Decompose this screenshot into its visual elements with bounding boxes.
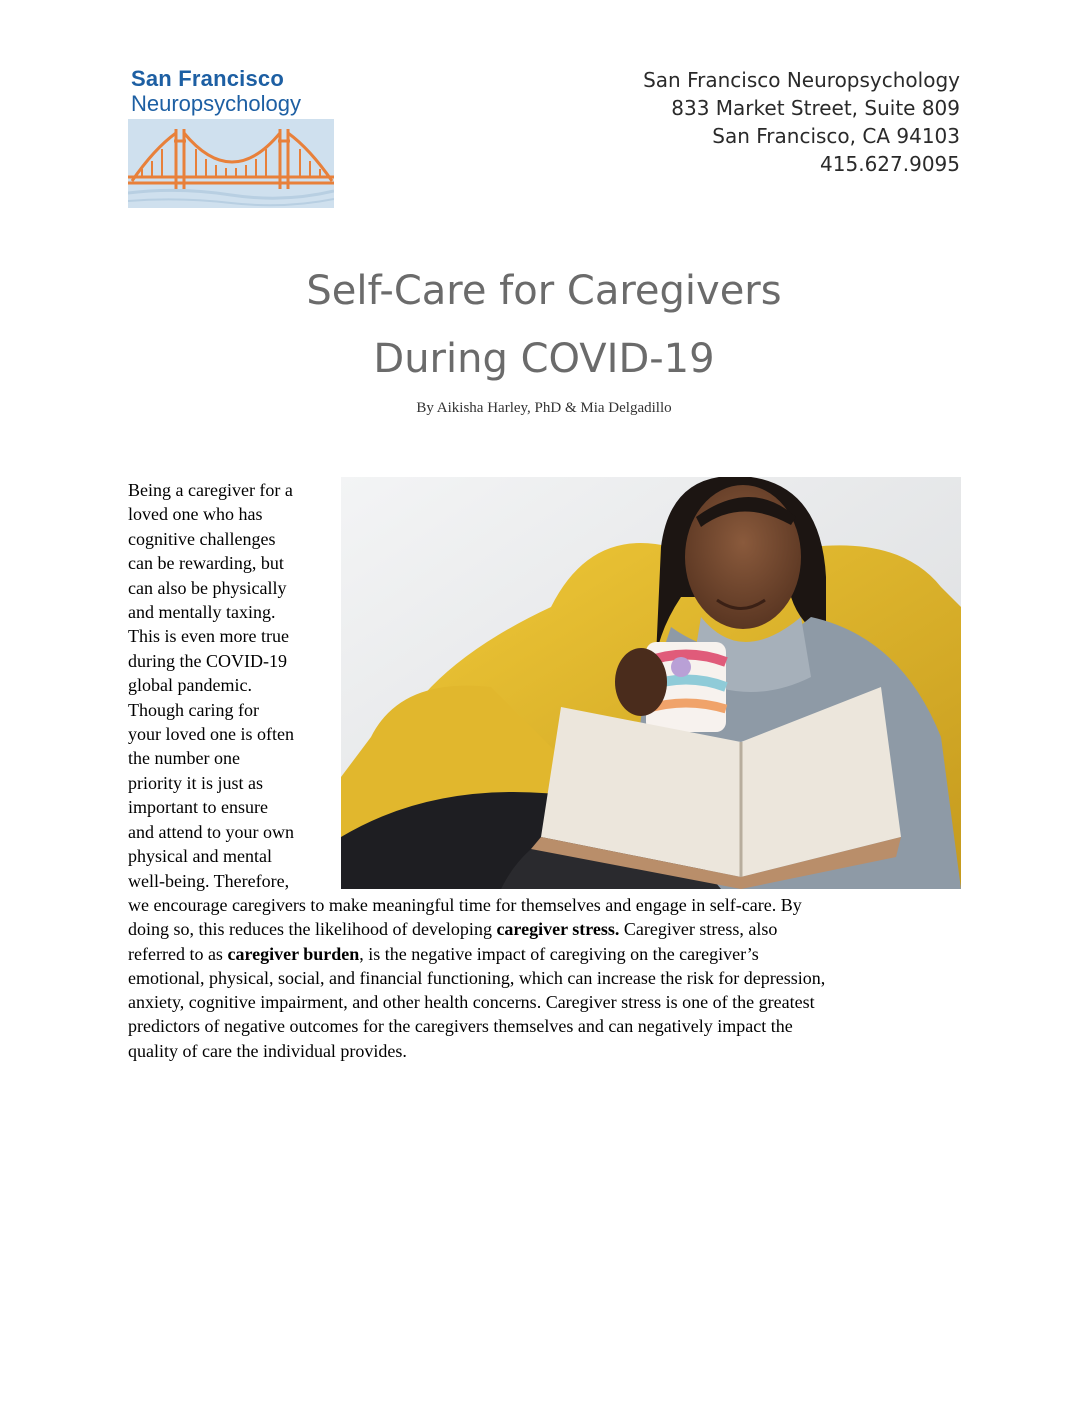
term-caregiver-stress: caregiver stress. <box>496 919 620 940</box>
logo-text-area <box>128 67 334 119</box>
byline: By Aikisha Harley, PhD & Mia Delgadillo <box>416 400 672 416</box>
body-line-3 <box>128 942 968 966</box>
address-phone: 415.627.9095 <box>820 152 960 176</box>
body-text-segment: referred to as <box>128 943 228 964</box>
intro-line: and attend to your own <box>128 821 294 842</box>
intro-line: during the COVID-19 <box>128 650 287 671</box>
golden-gate-bridge-icon <box>128 119 334 208</box>
address-block <box>643 66 960 178</box>
page-title-line-1: Self-Care for Caregivers <box>306 268 782 314</box>
body-line-1: we encourage caregivers to make meaningful time for themselves and engage in self-care. By <box>128 895 802 915</box>
intro-line: priority it is just as <box>128 772 263 793</box>
intro-line: Though caring for <box>128 699 259 720</box>
intro-line: loved one who has <box>128 504 263 525</box>
intro-line: global pandemic. <box>128 675 252 696</box>
intro-line: the number one <box>128 748 240 769</box>
body-paragraph <box>128 893 968 1063</box>
body-line-5: anxiety, cognitive impairment, and other health concerns. Caregiver stress is one of the greatest <box>128 992 815 1013</box>
body-text-segment: doing so, this reduces the likelihood of developing <box>128 919 497 940</box>
intro-line: physical and mental <box>128 846 272 867</box>
address-street: 833 Market Street, Suite 809 <box>671 96 960 120</box>
intro-line: well-being. Therefore, <box>128 870 290 891</box>
intro-line: cognitive challenges <box>128 528 276 549</box>
body-line-2 <box>128 917 968 941</box>
intro-line: can also be physically <box>128 577 287 598</box>
woman-reading-image <box>341 477 961 889</box>
address-org: San Francisco Neuropsychology <box>643 68 960 92</box>
intro-line: your loved one is often <box>128 724 294 745</box>
body-line-7: quality of care the individual provides. <box>128 1040 407 1061</box>
address-city: San Francisco, CA 94103 <box>712 124 960 148</box>
intro-paragraph <box>128 478 333 893</box>
woman-reading-photo <box>341 477 961 889</box>
logo-line-2: Neuropsychology <box>131 91 301 116</box>
intro-line: and mentally taxing. <box>128 602 276 623</box>
page-title-line-2: During COVID-19 <box>373 336 715 382</box>
intro-line: This is even more true <box>128 626 289 647</box>
intro-line: can be rewarding, but <box>128 553 284 574</box>
body-line-4: emotional, physical, social, and financial functioning, which can increase the risk for depression, <box>128 967 826 988</box>
logo-line-1: San Francisco <box>131 67 284 91</box>
body-text-segment: Caregiver stress, also <box>619 919 778 940</box>
intro-line: important to ensure <box>128 797 268 818</box>
term-caregiver-burden: caregiver burden <box>227 943 360 964</box>
intro-line: Being a caregiver for a <box>128 480 293 500</box>
body-text-segment: , is the negative impact of caregiving on the caregiver’s <box>359 943 759 964</box>
body-line-6: predictors of negative outcomes for the caregivers themselves and can negatively impact the <box>128 1016 793 1037</box>
logo <box>128 67 334 208</box>
